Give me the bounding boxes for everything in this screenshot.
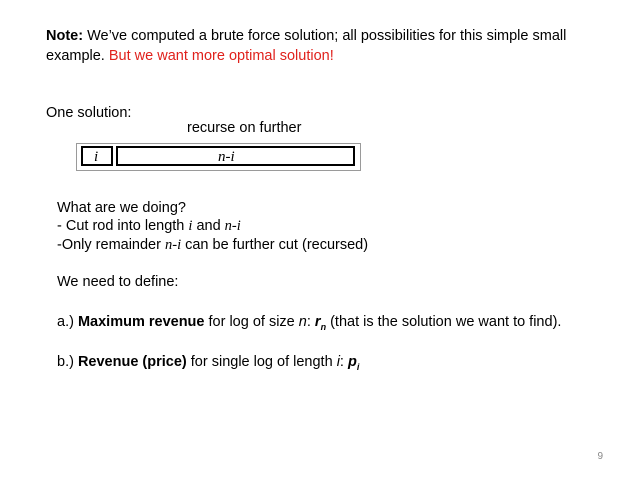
doing-heading: What are we doing? (57, 200, 186, 216)
define-a-r: r (314, 314, 321, 330)
define-b-prefix: b.) (57, 354, 78, 370)
doing-line-1-i: i (188, 218, 193, 234)
doing-line-2-text-b: can be further cut (recursed) (181, 237, 369, 253)
note-line-2 (46, 47, 334, 66)
define-a-colon: : (306, 314, 315, 330)
define-b-p: p (347, 354, 357, 370)
define-heading: We need to define: (57, 274, 179, 290)
doing-line-2 (57, 236, 368, 255)
rod-segment-n-i-label: n-i (218, 149, 235, 165)
rod-segment-n-i (116, 146, 355, 166)
define-a (57, 313, 561, 333)
note-text-1: We’ve computed a brute force solution; all possibilities for this simple small (83, 28, 567, 44)
rod-segment-i-label: i (94, 149, 99, 165)
rod-diagram (76, 143, 361, 171)
define-b-bold: Revenue (price) (77, 354, 187, 370)
note-text-2: example. (46, 48, 109, 64)
define-a-bold: Maximum revenue (77, 314, 205, 330)
doing-line-1 (57, 217, 241, 236)
define-a-tail: (that is the solution we want to find). (326, 314, 562, 330)
define-b-sub: i (356, 362, 360, 372)
rod-segment-i (81, 146, 113, 166)
doing-line-1-n-i: n-i (224, 218, 241, 234)
doing-line-1-text-a: - Cut rod into length (57, 218, 189, 234)
define-a-sub: n (320, 322, 327, 332)
doing-line-2-text-a: -Only remainder (57, 237, 165, 253)
define-b-i: i (336, 354, 340, 370)
note-label: Note: (46, 28, 84, 44)
one-solution-label: One solution: (46, 105, 132, 121)
doing-line-2-n-i: n-i (164, 237, 182, 253)
page-number: 9 (597, 451, 603, 462)
define-a-n: n (298, 314, 307, 330)
recurse-label: recurse on further (187, 120, 302, 136)
define-b (57, 353, 359, 373)
define-b-colon: : (339, 354, 348, 370)
doing-line-1-text-b: and (192, 218, 225, 234)
define-b-mid: for single log of length (186, 354, 337, 370)
note-highlight: But we want more optimal solution! (108, 48, 334, 64)
note-line-1 (46, 27, 566, 46)
define-a-prefix: a.) (57, 314, 78, 330)
define-a-mid: for log of size (204, 314, 299, 330)
